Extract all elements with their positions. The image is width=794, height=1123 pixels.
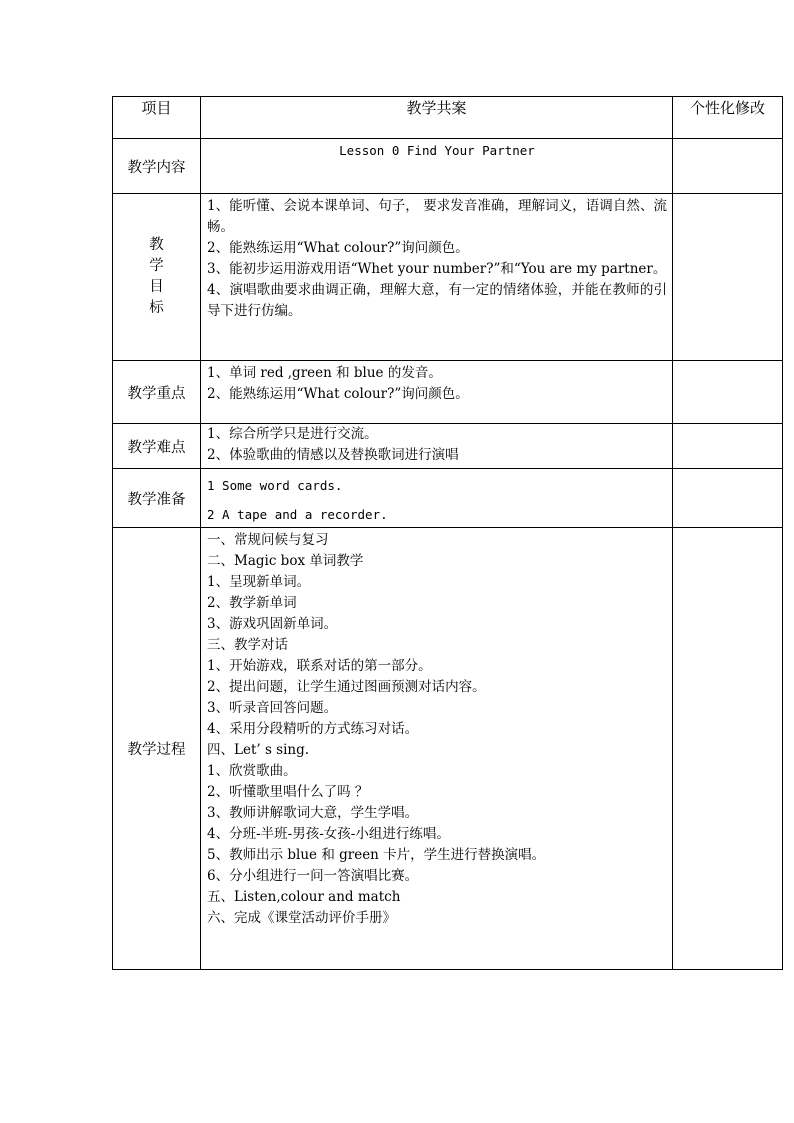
label-teaching-goals bbox=[113, 194, 201, 361]
process-line: 2、提出问题，让学生通过图画预测对话内容。 bbox=[207, 679, 486, 695]
row-teaching-goals bbox=[113, 194, 783, 361]
process-line: 三、教学对话 bbox=[207, 637, 288, 653]
label-preparation: 教学准备 bbox=[113, 469, 201, 528]
goal-line: 4、演唱歌曲要求曲调正确，理解大意，有一定的情绪体验，并能在教师的引导下进行仿编。 bbox=[207, 282, 667, 319]
process-line: 2、教学新单词 bbox=[207, 595, 297, 611]
edit-cell-key-points bbox=[673, 361, 783, 424]
row-process bbox=[113, 528, 783, 970]
process-line: 3、教师讲解歌词大意，学生学唱。 bbox=[207, 805, 419, 821]
row-difficulties bbox=[113, 424, 783, 469]
edit-cell-preparation bbox=[673, 469, 783, 528]
label-difficulties: 教学难点 bbox=[113, 424, 201, 469]
key-points-content bbox=[201, 361, 673, 424]
edit-cell-goals bbox=[673, 194, 783, 361]
process-line: 1、呈现新单词。 bbox=[207, 574, 311, 590]
label-teaching-content: 教学内容 bbox=[113, 139, 201, 194]
process-line: 1、开始游戏，联系对话的第一部分。 bbox=[207, 658, 432, 674]
process-line: 3、游戏巩固新单词。 bbox=[207, 616, 338, 632]
goals-label-char: 标 bbox=[149, 300, 164, 316]
process-line: 四、Let’ s sing. bbox=[207, 742, 310, 758]
edit-cell-process bbox=[673, 528, 783, 970]
edit-cell-difficulties bbox=[673, 424, 783, 469]
header-row bbox=[113, 97, 783, 139]
row-teaching-content bbox=[113, 139, 783, 194]
goal-line: 3、能初步运用游戏用语“Whet your number?”和“You are my partner。 bbox=[207, 261, 667, 277]
process-line: 4、分班-半班-男孩-女孩-小组进行练唱。 bbox=[207, 826, 450, 842]
key-point-line: 2、能熟练运用“What colour?”询问颜色。 bbox=[207, 386, 469, 402]
edit-cell-content bbox=[673, 139, 783, 194]
preparation-line: 1 Some word cards. bbox=[207, 478, 343, 493]
header-personal-edit: 个性化修改 bbox=[673, 97, 783, 139]
process-line: 五、Listen,colour and match bbox=[207, 889, 401, 905]
goals-label-char: 目 bbox=[149, 279, 164, 295]
goals-content bbox=[201, 194, 673, 361]
goals-label-char: 教 bbox=[149, 237, 164, 253]
difficulties-content bbox=[201, 424, 673, 469]
goal-line: 1、能听懂、会说本课单词、句子， 要求发音准确，理解词义，语调自然、流畅。 bbox=[207, 198, 667, 235]
process-content bbox=[201, 528, 673, 970]
row-preparation bbox=[113, 469, 783, 528]
process-line: 4、采用分段精听的方式练习对话。 bbox=[207, 721, 419, 737]
process-line: 3、听录音回答问题。 bbox=[207, 700, 338, 716]
lesson-plan-table bbox=[112, 96, 783, 970]
preparation-line: 2 A tape and a recorder. bbox=[207, 507, 388, 522]
label-process: 教学过程 bbox=[113, 528, 201, 970]
process-line: 6、分小组进行一问一答演唱比赛。 bbox=[207, 868, 419, 884]
process-line: 1、欣赏歌曲。 bbox=[207, 763, 297, 779]
process-line: 六、完成《课堂活动评价手册》 bbox=[207, 910, 396, 926]
process-line: 二、Magic box 单词教学 bbox=[207, 553, 364, 569]
label-key-points: 教学重点 bbox=[113, 361, 201, 424]
key-point-line: 1、单词 red ,green 和 blue 的发音。 bbox=[207, 365, 442, 381]
process-line: 2、听懂歌里唱什么了吗 ？ bbox=[207, 784, 369, 800]
header-item: 项目 bbox=[113, 97, 201, 139]
goals-label-char: 学 bbox=[149, 258, 164, 274]
goal-line: 2、能熟练运用“What colour?”询问颜色。 bbox=[207, 240, 469, 256]
process-line: 5、教师出示 blue 和 green 卡片，学生进行替换演唱。 bbox=[207, 847, 546, 863]
header-shared-plan: 教学共案 bbox=[201, 97, 673, 139]
process-line: 一、常规问候与复习 bbox=[207, 532, 329, 548]
lesson-title: Lesson 0 Find Your Partner bbox=[201, 139, 673, 194]
difficulty-line: 2、体验歌曲的情感以及替换歌词进行演唱 bbox=[207, 447, 459, 463]
row-key-points bbox=[113, 361, 783, 424]
preparation-content bbox=[201, 469, 673, 528]
difficulty-line: 1、综合所学只是进行交流。 bbox=[207, 426, 378, 442]
